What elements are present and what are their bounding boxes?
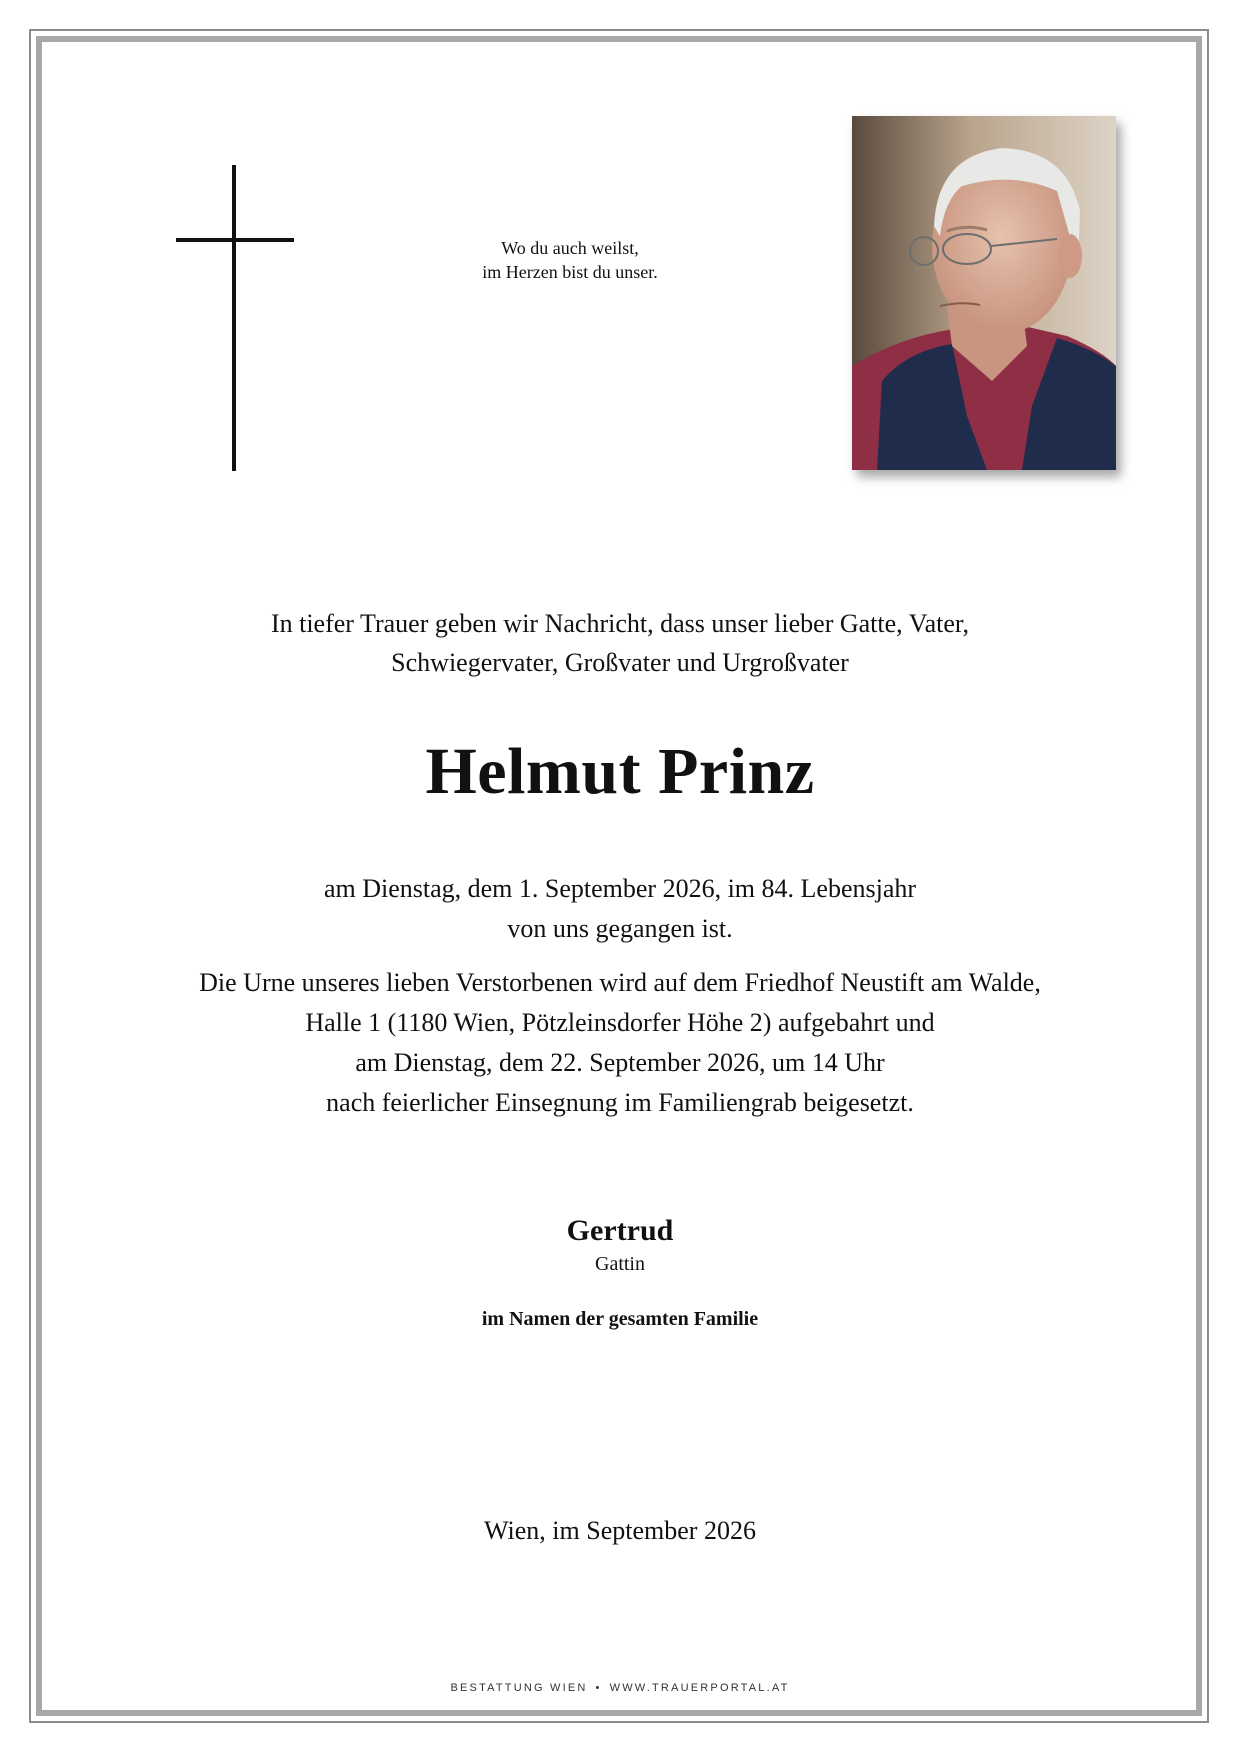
footer-website-link[interactable]: WWW.TRAUERPORTAL.AT [609,1682,790,1694]
funeral-line-2: Halle 1 (1180 Wien, Pötzleinsdorfer Höhe 2) aufgebahrt und [305,1008,935,1037]
intro-line-1: In tiefer Trauer geben wir Nachricht, dass unser lieber Gatte, Vater, [270,609,970,638]
footer-separator: • [595,1682,602,1694]
deceased-name: Helmut Prinz [425,735,815,808]
motto [420,236,720,284]
death-line-1: am Dienstag, dem 1. September 2026, im 84. Lebensjahr [323,874,917,903]
intro-text [60,604,1180,682]
funeral-line-3: am Dienstag, dem 22. September 2026, um 14 Uhr [355,1048,885,1077]
place-date: Wien, im September 2026 [484,1516,756,1545]
motto-line-1: Wo du auch weilst, [501,238,639,258]
funeral-text [60,963,1180,1123]
mourner-role: Gattin [595,1253,645,1275]
cross-icon-horizontal [176,238,294,242]
footer [60,1680,1180,1696]
intro-line-2: Schwiegervater, Großvater und Urgroßvater [391,648,849,677]
death-text [60,869,1180,949]
portrait-illustration [852,116,1116,470]
funeral-line-1: Die Urne unseres lieben Verstorbenen wird auf dem Friedhof Neustift am Walde, [199,968,1041,997]
motto-line-2: im Herzen bist du unser. [482,262,658,282]
footer-company: BESTATTUNG WIEN [450,1682,588,1694]
family-note: im Namen der gesamten Familie [481,1308,759,1330]
funeral-line-4: nach feierlicher Einsegnung im Familiengrab beigesetzt. [326,1088,914,1117]
mourner-name: Gertrud [566,1214,674,1247]
death-line-2: von uns gegangen ist. [507,914,733,943]
portrait-photo [852,116,1116,470]
cross-icon-vertical [232,165,236,471]
